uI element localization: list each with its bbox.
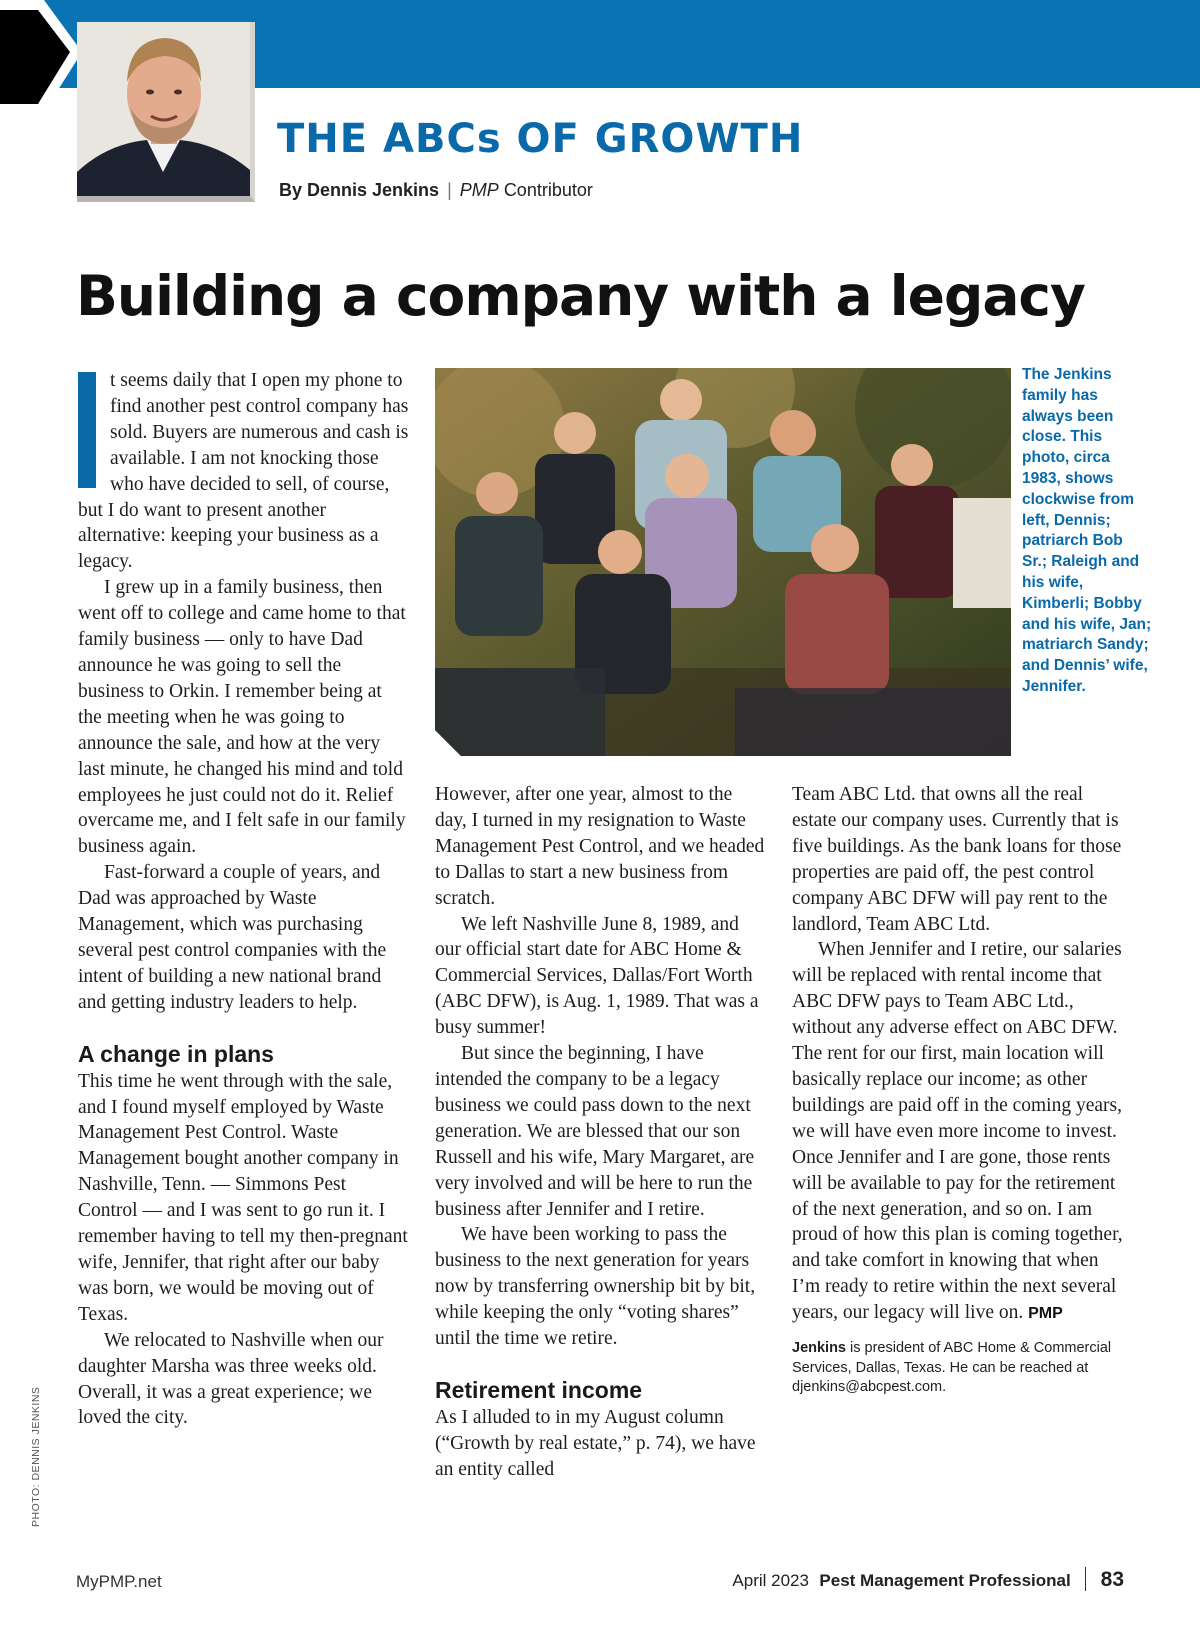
article-paragraph: We relocated to Nashville when our daughter Marsha was three weeks old. Overall, it was a great experience; we loved the city. xyxy=(78,1329,384,1429)
section-subhead: Retirement income xyxy=(435,1376,643,1403)
end-mark: PMP xyxy=(1028,1305,1063,1323)
article-paragraph: When Jennifer and I retire, our salaries will be replaced with rental income that ABC DFW pays to Team ABC Ltd., without any adverse effect on ABC DFW. The rent for our first, main location will basically replace our income; as other buildings are paid off in the coming years, we will have even more income to invest. Once Jennifer and I are gone, those rents will be available to pay for the retirement of the next generation, and so on. I am proud of how this plan is coming together, and take comfort in knowing that when I’m ready to retire within the next several years, our legacy will live on. PMP xyxy=(792,939,1123,1324)
byline-separator: | xyxy=(447,180,452,200)
photo-caption: The Jenkins family has always been close. This photo, circa 1983, shows clockwise from left, Dennis; patriarch Bob Sr.; Raleigh and his wife, Kimberli; Bobby and his wife, Jan; matriarch Sandy; and Dennis’ wife, Jennifer. xyxy=(1022,366,1152,695)
bio-name: Jenkins xyxy=(792,1340,846,1357)
column-title: THE ABCs OF GROWTH xyxy=(277,116,804,162)
section-subhead: A change in plans xyxy=(78,1040,274,1067)
arrow-marker-icon xyxy=(0,0,82,112)
article-paragraph: But since the beginning, I have intended the company to be a legacy business we could pass down to the next generation. We are blessed that our son Russell and his wife, Mary Margaret, are very involved and will be here to run the business after Jennifer and I retire. xyxy=(435,1043,755,1220)
article-paragraph: Fast-forward a couple of years, and Dad was approached by Waste Management, which was purchasing several pest control companies with the intent of building a new national brand and getting industry leaders to help. xyxy=(78,862,387,1013)
article-paragraph: However, after one year, almost to the day, I turned in my resignation to Waste Management Pest Control, and we headed to Dallas to start a new business from scratch. xyxy=(435,784,765,909)
footer-site: MyPMP.net xyxy=(76,1572,162,1591)
page-number: 83 xyxy=(1100,1568,1124,1591)
bio-text: is president of ABC Home & Commercial Services, Dallas, Texas. He can be reached at djenkins@abcpest.com. xyxy=(792,1340,1112,1396)
article-column-2 xyxy=(435,782,767,1483)
footer-divider xyxy=(1085,1567,1086,1591)
byline-role: Contributor xyxy=(503,180,593,200)
author-bio xyxy=(792,1339,1127,1398)
article-paragraph: As I alluded to in my August column (“Growth by real estate,” p. 74), we have an entity called xyxy=(435,1406,756,1480)
footer-folio xyxy=(732,1567,1124,1592)
article-paragraph: I t seems daily that I open my phone to find another pest control company has sold. Buyers are numerous and cash is available. I am not knocking those who have decided to sell, of course, but I do want to present another alternative: keeping your business as a legacy. xyxy=(78,370,409,573)
article-paragraph: Team ABC Ltd. that owns all the real estate our company uses. Currently that is five buildings. As the bank loans for those properties are paid off, the pest control company ABC DFW will pay rent to the landlord, Team ABC Ltd. xyxy=(792,784,1122,935)
article-paragraph: I grew up in a family business, then went off to college and came home to that family business — only to have Dad announce he was going to sell the business to Orkin. I remember being at the meeting when he was going to announce the sale, and how at the very last minute, he changed his mind and told employees he just could not do it. Relief overcame me, and I felt safe in our family business again. xyxy=(78,577,406,858)
drop-cap: I xyxy=(78,372,96,488)
byline xyxy=(279,180,593,201)
article-headline: Building a company with a legacy xyxy=(76,264,1085,328)
family-photo xyxy=(435,368,1011,756)
author-headshot xyxy=(77,22,255,202)
photo-credit: PHOTO: DENNIS JENKINS xyxy=(30,1386,42,1527)
byline-author: By Dennis Jenkins xyxy=(279,180,440,200)
article-paragraph: This time he went through with the sale, and I found myself employed by Waste Management Pest Control. Waste Management bought another company in Nashville, Tenn. — Simmons Pest Control — and I was sent to go run it. I remember having to tell my then-pregnant wife, Jennifer, that right after our baby was born, we would be moving out of Texas. xyxy=(78,1070,408,1325)
article-paragraph: We have been working to pass the business to the next generation for years now by transferring ownership bit by bit, while keeping the only “voting shares” until the time we retire. xyxy=(435,1224,756,1350)
footer-magazine: Pest Management Professional xyxy=(819,1571,1071,1590)
byline-publication: PMP xyxy=(459,180,499,200)
article-column-3 xyxy=(792,782,1127,1398)
article-paragraph: We left Nashville June 8, 1989, and our official start date for ABC Home & Commercial Services, Dallas/Fort Worth (ABC DFW), is Aug. 1, 1989. That was a busy summer! xyxy=(435,913,759,1039)
footer-date: April 2023 xyxy=(732,1571,809,1590)
article-column-1 xyxy=(78,368,410,1431)
